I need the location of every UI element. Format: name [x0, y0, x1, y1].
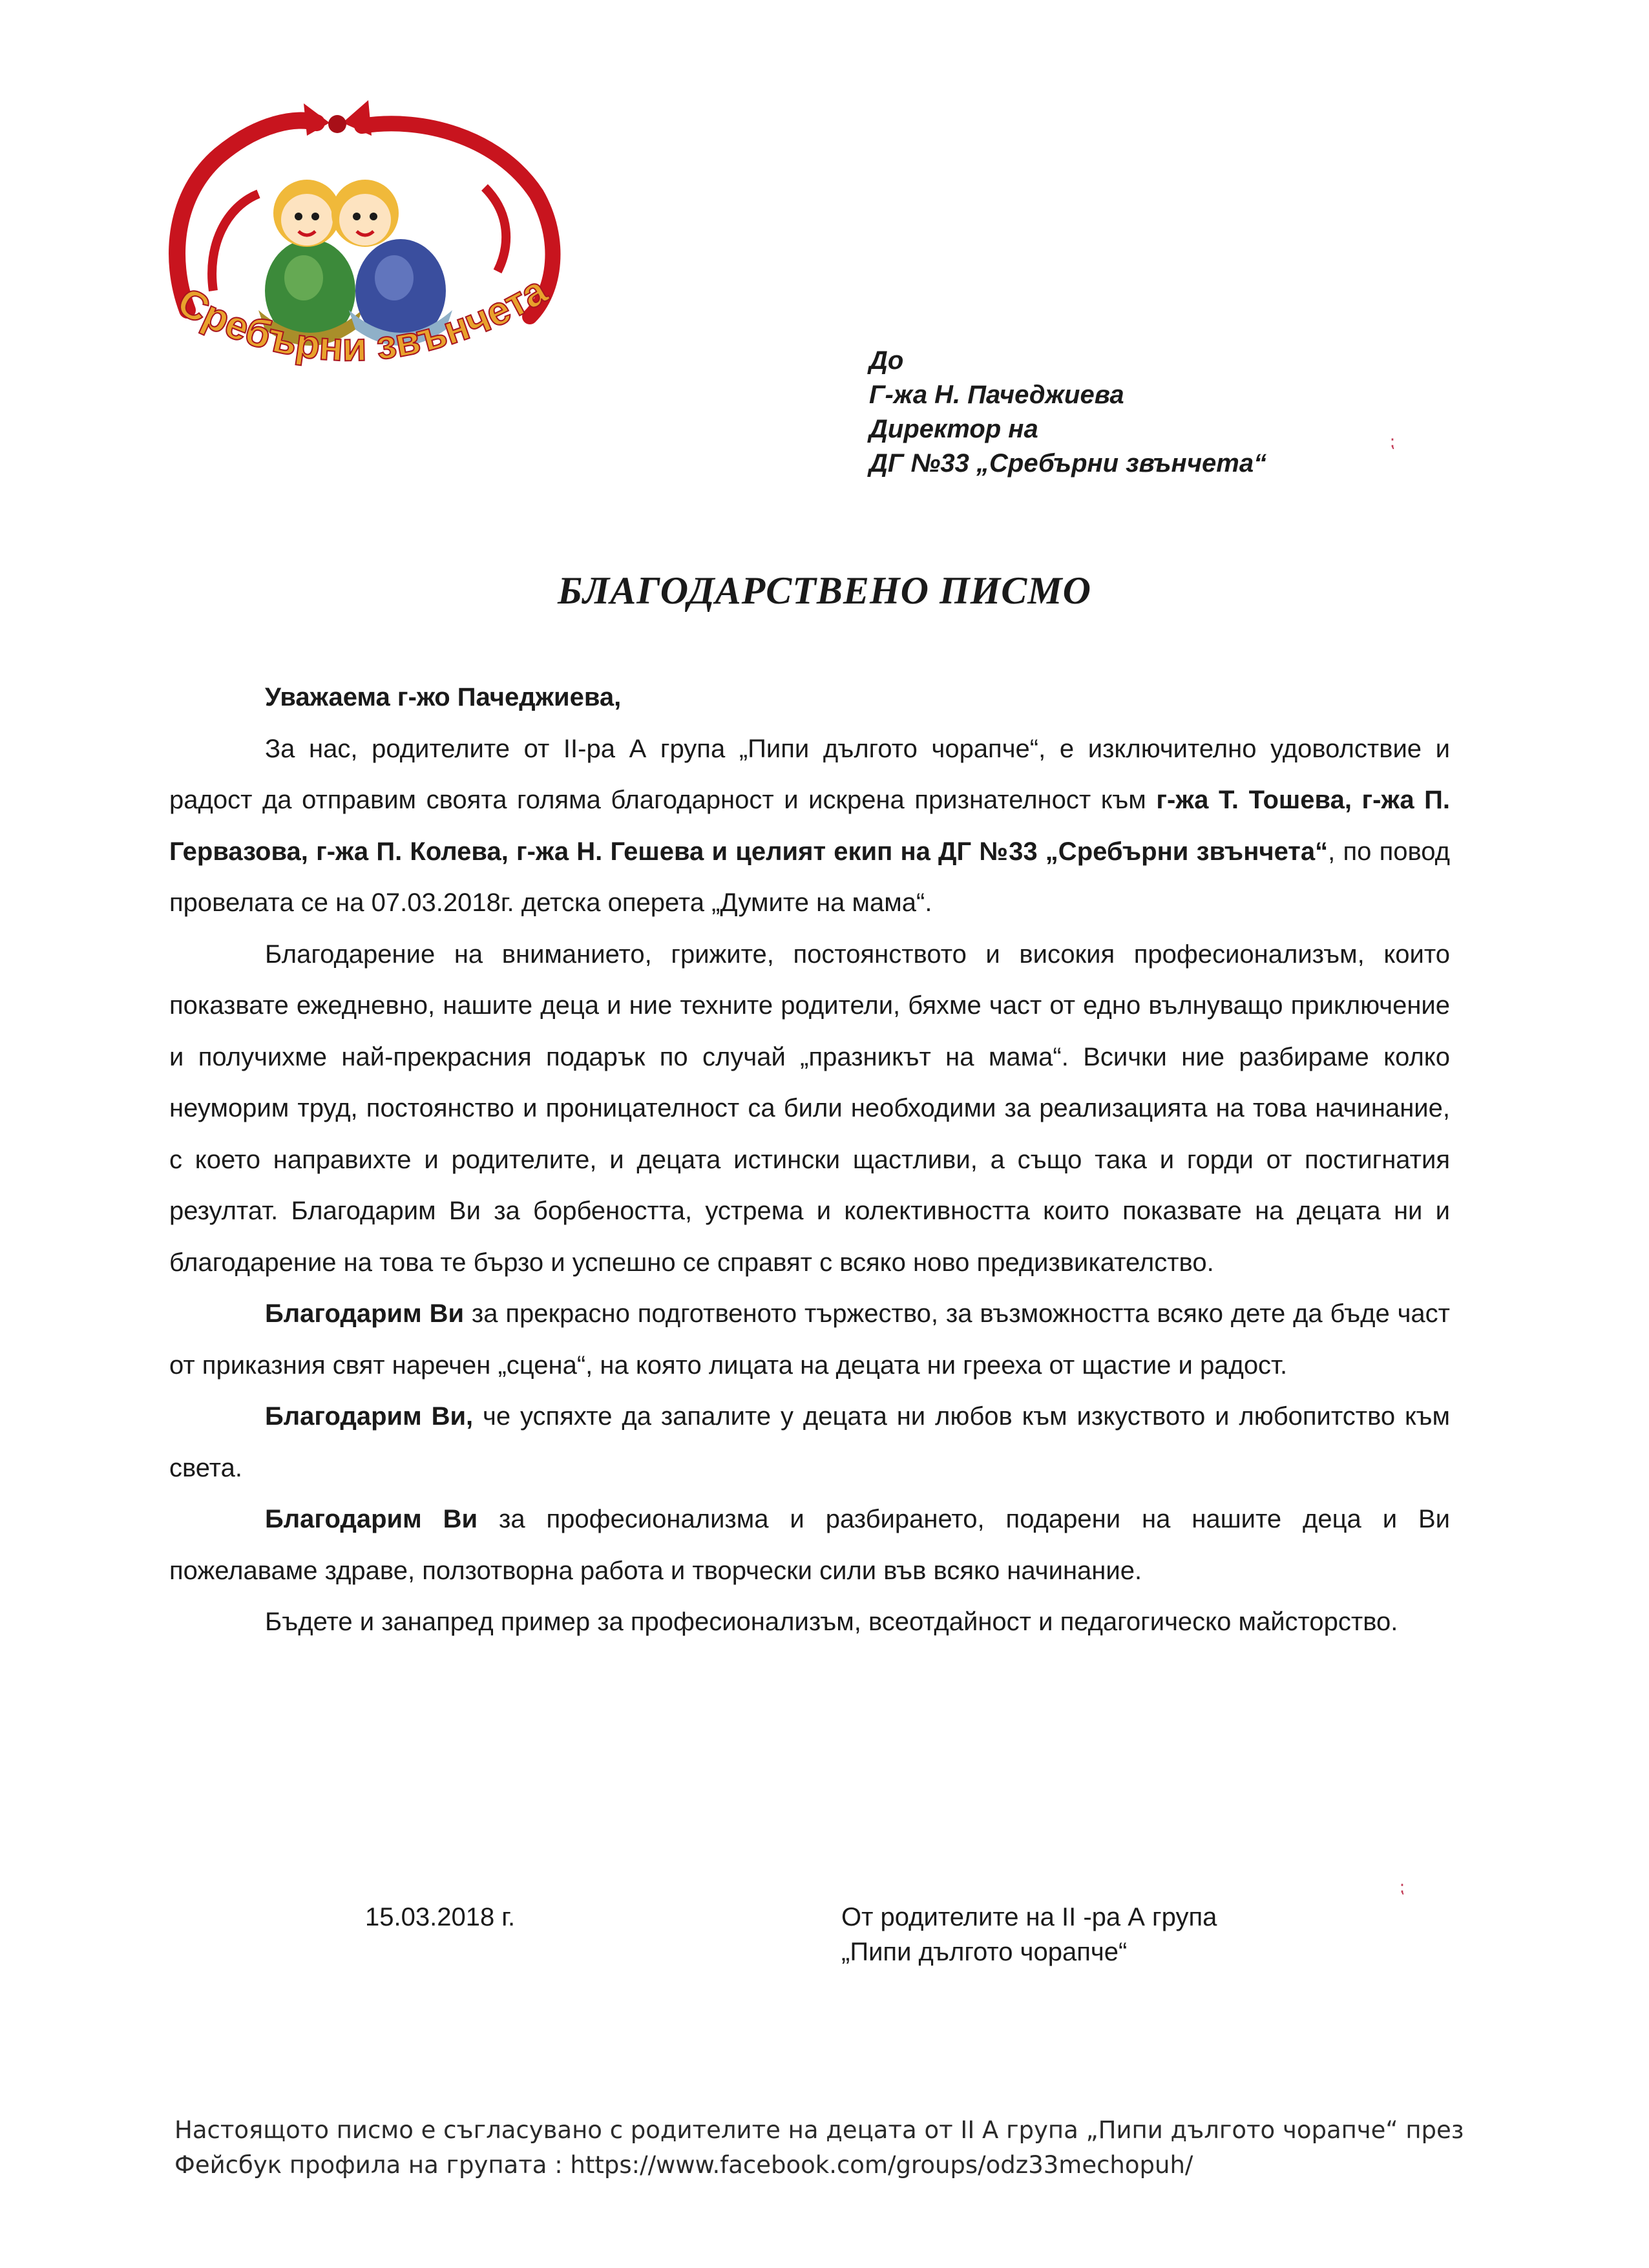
signature-line-2: „Пипи дългото чорапче“ — [841, 1938, 1128, 1966]
letter-title: БЛАГОДАРСТВЕНО ПИСМО — [558, 569, 1091, 612]
signature-block — [841, 1900, 1217, 1969]
paragraph-3-text: за прекрасно подготвеното тържество, за възможността всяко дете да бъде част от приказния свят наречен „сцена“, на която лицата на децата ни грееха от щастие и радост. — [169, 1299, 1450, 1380]
paragraph-5-text: за професионализма и разбирането, подарени на нашите деца и Ви пожелаваме здраве, ползотворна работа и творчески сили във всяко начинание. — [169, 1505, 1450, 1585]
footnote-line-2: Фейсбук профила на групата : https://www.facebook.com/groups/odz33mechopuh/ — [174, 2151, 1193, 2179]
paragraph-1-names: г-жа Т. Тошева, г-жа П. Гервазова, г-жа П. Колева, г-жа Н. Гешева и целият екип на ДГ №33 „Сребърни звънчета“ — [169, 786, 1451, 866]
thanks-bold: Благодарим Ви, — [265, 1402, 474, 1431]
stray-mark: ⁏ — [1399, 1877, 1405, 1896]
recipient-to: До — [869, 346, 904, 375]
footnote-line-1: Настоящото писмо е съгласувано с родителите на децата от II А група „Пипи дългото чорапче“ през — [174, 2116, 1464, 2144]
greeting: Уважаема г-жо Пачеджиева, — [265, 683, 622, 711]
thanks-bold: Благодарим Ви — [265, 1505, 478, 1533]
recipient-name: Г-жа Н. Пачеджиева — [869, 381, 1124, 409]
letter-date: 15.03.2018 г. — [365, 1903, 516, 1931]
letter-body — [169, 672, 1450, 1648]
kindergarten-logo — [149, 97, 575, 381]
footnote — [174, 2113, 1464, 2183]
paragraph-1-text: За нас, родителите от II-ра А група „Пипи дългото чорапче“, е изключително удоволствие и радост да отправим своята голяма благодарност и искрена признателност към — [169, 734, 1450, 814]
paragraph-1-tail: , по повод провелата се на 07.03.2018г. детска оперета „Думите на мама“. — [169, 837, 1450, 917]
stray-mark: ⁏ — [1389, 432, 1395, 451]
paragraph-6: Бъдете и занапред пример за професионализъм, всеотдайност и педагогическо майсторство. — [265, 1608, 1398, 1636]
recipient-position: Директор на — [869, 415, 1038, 443]
paragraph-4-text: че успяхте да запалите у децата ни любов към изкуството и любопитство към света. — [169, 1402, 1450, 1482]
recipient-block — [869, 344, 1266, 481]
paragraph-3 — [169, 1288, 1450, 1391]
paragraph-1 — [169, 724, 1450, 929]
recipient-institution: ДГ №33 „Сребърни звънчета“ — [869, 449, 1267, 478]
paragraph-4 — [169, 1391, 1450, 1494]
paragraph-5 — [169, 1494, 1450, 1597]
svg-text:Сребърни звънчета: Сребърни звънчета — [170, 268, 555, 370]
signature-line-1: От родителите на II -ра А група — [841, 1903, 1217, 1931]
paragraph-2: Благодарение на вниманието, грижите, постоянството и високия професионализъм, които показвате ежедневно, нашите деца и ние техните родители, бяхме част от едно вълнуващо приключение и получихме най-прекрасния подарък по случай „празникът на мама“. Всички ние разбираме колко неуморим труд, постоянство и проницателност са били необходими за реализацията на това начинание, с което направихте и родителите, и децата истински щастливи, а също така и горди от постигнатия резултат. Благодарим Ви за борбеността, устрема и колективността които показвате на децата ни и благодарение на това те бързо и успешно се справят с всяко ново предизвикателство. — [169, 940, 1450, 1277]
thanks-bold: Благодарим Ви — [265, 1299, 465, 1328]
